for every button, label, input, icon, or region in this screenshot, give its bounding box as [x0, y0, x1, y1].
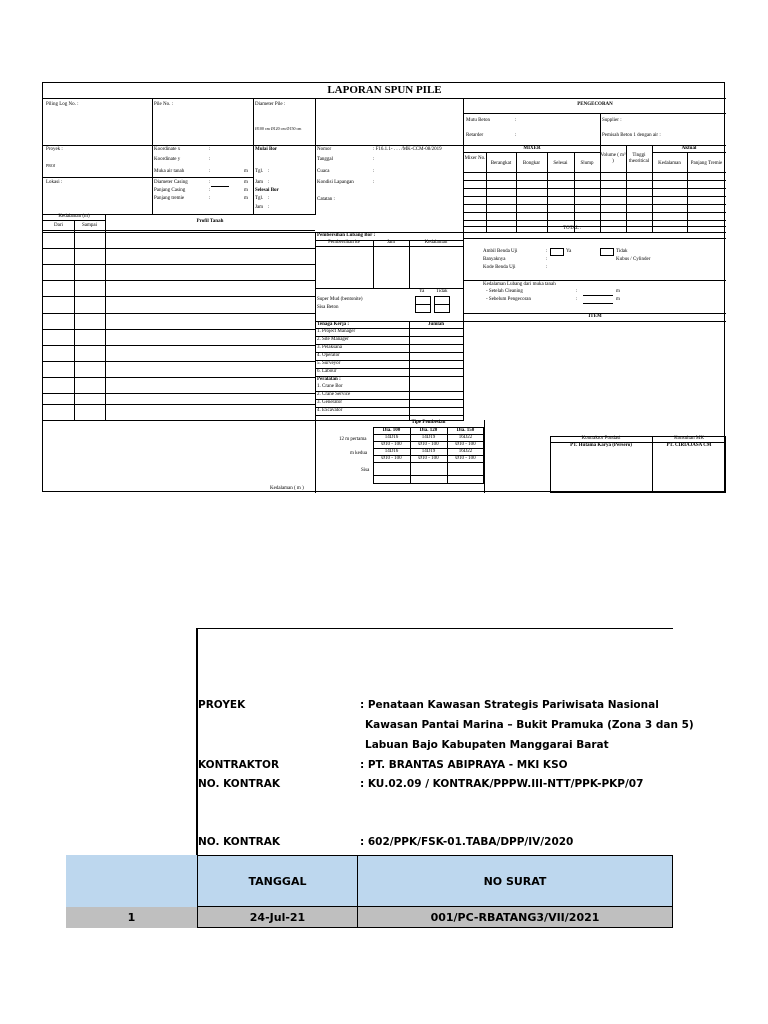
- unit-m: m: [244, 196, 248, 201]
- equipment-item: 1. Crane Bor: [317, 384, 343, 389]
- dia100-header: Dia. 100: [382, 428, 401, 433]
- tidak-label: Tidak: [616, 249, 628, 254]
- tipe-pembesian-header: Tipe Pembesian: [411, 420, 446, 425]
- kondisi-lapangan-label: Kondisi Lapangan: [317, 180, 354, 185]
- pengecoran-header: PENGECORAN: [577, 102, 613, 107]
- ya-label: Ya: [419, 289, 425, 294]
- colon: :: [515, 118, 517, 123]
- colon: :: [576, 297, 578, 302]
- pembesian-cell: 16D22: [458, 435, 473, 440]
- panjang-tremie-label: Panjang tremie: [154, 196, 185, 201]
- no-kontrak2-value: : 602/PPK/FSK-01.TABA/DPP/IV/2020: [360, 836, 574, 848]
- colon: :: [373, 169, 375, 174]
- colon: :: [209, 147, 211, 152]
- lokasi-label: Lokasi :: [46, 180, 63, 185]
- supplier-label: Supplier :: [602, 118, 622, 123]
- no-kontrak-value: : KU.02.09 / KONTRAK/PPPW.III-NTT/PPK-PKP/07: [360, 778, 644, 790]
- mixer-no-col: Mixer No.: [464, 156, 486, 161]
- pembersihan-header: Pembersihan Lubang Bor :: [317, 233, 376, 238]
- pembesian-cell: Ø10 - 100: [418, 442, 439, 447]
- banyaknya-label: Banyaknya: [483, 257, 506, 262]
- piling-log-no-label: Piling Log No. :: [46, 102, 79, 107]
- bongkar-col: Bongkar: [522, 161, 541, 166]
- pembesian-cell: Ø10 - 100: [455, 442, 476, 447]
- proyek-label: Proyek :: [46, 147, 63, 152]
- peralatan-header: Peralatan :: [317, 377, 341, 382]
- pembesian-cell: 14D19: [421, 435, 436, 440]
- colon: :: [373, 180, 375, 185]
- pembesian-cell: 14D16: [384, 449, 399, 454]
- worker-item: 3. Pelaksana: [317, 345, 342, 350]
- colon: :: [268, 180, 270, 185]
- tinggi-col: Tinggi theoritical: [628, 153, 650, 164]
- kontraktor-pondasi-label: Kontraktor Pondasi: [581, 436, 621, 441]
- jam-col: Jam: [386, 240, 396, 245]
- pembesian-cell: Ø10 - 100: [455, 456, 476, 461]
- no-kontrak2-label: NO. KONTRAK: [198, 836, 281, 848]
- mixer-header: MIXER: [523, 146, 541, 151]
- kontraktor-label: KONTRAKTOR: [198, 759, 280, 771]
- dari-header: Dari: [54, 223, 63, 228]
- colon: :: [268, 205, 270, 210]
- colon: :: [546, 249, 548, 254]
- pembesian-cell: 14D16: [384, 435, 399, 440]
- diameter-casing-label: Diameter Casing: [154, 180, 188, 185]
- volume-col: Volume ( m³ ): [600, 153, 626, 164]
- colon: :: [209, 169, 211, 174]
- colon: :: [373, 157, 375, 162]
- setelah-cleaning-label: - Setelah Cleaning: [486, 289, 523, 294]
- proyek-note: PROJ: [46, 163, 56, 168]
- colon: :: [209, 188, 211, 193]
- kedalaman-m-header: Kedalaman (m): [58, 214, 90, 219]
- catatan-label: Catatan :: [317, 197, 335, 202]
- kedalaman-col: Kedalaman: [658, 161, 681, 166]
- sisa-label: Sisa: [361, 468, 370, 473]
- pt-ciriajasa-label: PT. CIRIAJASA CM: [666, 443, 712, 448]
- colon: :: [546, 265, 548, 270]
- dia120-header: Dia. 120: [419, 428, 438, 433]
- panjang-casing-label: Panjang Casing: [154, 188, 186, 193]
- unit-m: m: [244, 169, 248, 174]
- table-row-tanggal: 24-Jul-21: [197, 907, 358, 928]
- m12-pertama-label: 12 m pertama: [339, 437, 367, 442]
- panjang-tremie-col: Panjang Tremie: [690, 161, 723, 166]
- berangkat-col: Berangkat: [490, 161, 512, 166]
- item-header: ITEM: [588, 314, 602, 319]
- table-row-no-surat: 001/PC-RBATANG3/VII/2021: [358, 907, 673, 928]
- koordinat-x-label: Koordinate x: [154, 147, 181, 152]
- unit-m: m: [616, 289, 620, 294]
- equipment-item: 4. Excavator: [317, 408, 343, 413]
- proyek-line2: Kawasan Pantai Marina – Bukit Pramuka (Zona 3 dan 5): [365, 719, 694, 731]
- pile-no-label: Pile No. :: [154, 102, 174, 107]
- jumlah-header: Jumlah: [427, 322, 445, 327]
- colon: :: [209, 157, 211, 162]
- mutu-beton-label: Mutu Beton: [466, 118, 491, 123]
- pembersihan-ke-col: Pembersihan ke: [328, 240, 360, 245]
- pt-hutama-label: PT. Hutama Karya (Persero): [570, 443, 632, 448]
- sampai-header: Sampai: [82, 223, 97, 228]
- konsultan-mk-label: Konsultan MK: [674, 436, 704, 441]
- retarder-label: Retarder: [466, 133, 484, 138]
- unit-m: m: [244, 188, 248, 193]
- proyek-line1: : Penataan Kawasan Strategis Pariwisata Nasional: [360, 699, 659, 711]
- pembesian-cell: 14D19: [421, 449, 436, 454]
- colon: :: [209, 196, 211, 201]
- colon: :: [576, 289, 578, 294]
- cuaca-label: Cuaca: [317, 169, 330, 174]
- mulai-bor-label: Mulai Bor: [255, 147, 278, 152]
- spun-pile-report-form: [42, 82, 725, 492]
- tidak-label: Tidak: [436, 289, 448, 294]
- unit-m: m: [244, 180, 248, 185]
- table-header-blank: [66, 855, 197, 907]
- unit-m: m: [616, 297, 620, 302]
- kontraktor-value: : PT. BRANTAS ABIPRAYA - MKI KSO: [360, 759, 568, 771]
- ambil-ya-checkbox[interactable]: [550, 248, 564, 256]
- tenaga-kerja-header: Tenaga Kerja :: [317, 322, 350, 327]
- ambil-tidak-checkbox[interactable]: [600, 248, 614, 256]
- equipment-item: 2. Crane Service: [317, 392, 351, 397]
- tanggal-label: Tanggal: [317, 157, 334, 162]
- tanggal-header: TANGGAL: [197, 855, 358, 907]
- colon: :: [515, 133, 517, 138]
- worker-item: 2. Site Manager: [317, 337, 349, 342]
- worker-item: 1. Project Manager: [317, 329, 356, 334]
- total-label: TOTAL :: [563, 226, 582, 231]
- kedalaman-lubang-label: Kedalaman Lubang dari muka tanah: [483, 282, 556, 287]
- m-kedua-label: m kedua: [350, 451, 368, 456]
- aktual-header: Aktual: [681, 146, 697, 151]
- pembesian-cell: Ø10 - 100: [381, 456, 402, 461]
- pembesian-cell: Ø10 - 100: [381, 442, 402, 447]
- nomor-value: : F16.1.1- . . . /MK-CCM-08/2019: [373, 147, 442, 152]
- nomor-label: Nomor: [317, 147, 332, 152]
- tgl-label: Tgl.: [255, 169, 264, 174]
- slump-col: Slump: [580, 161, 594, 166]
- diameter-options: Ø100 cm Ø120 cm Ø150 cm: [255, 126, 302, 131]
- worker-item: 6. Labour: [317, 369, 337, 374]
- table-row-number: 1: [66, 907, 197, 928]
- pembesian-cell: Ø10 - 100: [418, 456, 439, 461]
- jam-label: Jam: [255, 180, 264, 185]
- dia150-header: Dia. 150: [456, 428, 475, 433]
- sebelum-pengecoran-label: - Sebelum Pengecoran: [486, 297, 531, 302]
- jam-label: Jam: [255, 205, 264, 210]
- kode-benda-uji-label: Kode Benda Uji: [483, 265, 516, 270]
- equipment-item: 3. Generator: [317, 400, 342, 405]
- kedalaman-bottom-label: Kedalaman ( m ): [270, 486, 304, 491]
- colon: :: [546, 257, 548, 262]
- form-title: LAPORAN SPUN PILE: [327, 84, 442, 96]
- ambil-benda-uji-label: Ambil Benda Uji: [483, 249, 518, 254]
- super-mud-label: Super Mud (bentonite): [317, 297, 363, 302]
- colon: :: [268, 196, 270, 201]
- worker-item: 5. Surveyor: [317, 361, 341, 366]
- colon: :: [209, 180, 211, 185]
- kubus-cylinder-label: Kubus / Cylinder: [616, 257, 651, 262]
- worker-item: 4. Operator: [317, 353, 340, 358]
- selesai-bor-label: Selesai Bor: [255, 188, 279, 193]
- muka-air-tanah-label: Muka air tanah: [154, 169, 185, 174]
- no-surat-header: NO SURAT: [358, 855, 673, 907]
- pemisah-beton-label: Pemisah Beton 1 dengan air :: [602, 133, 661, 138]
- diameter-pile-label: Diameter Pile :: [255, 102, 286, 107]
- koordinat-y-label: Koordinate y: [154, 157, 181, 162]
- proyek-label: PROYEK: [198, 699, 246, 711]
- tgl-label: Tgl.: [255, 196, 264, 201]
- no-kontrak-label: NO. KONTRAK: [198, 778, 281, 790]
- ya-label: Ya: [566, 249, 572, 254]
- pembesian-cell: 16D22: [458, 449, 473, 454]
- profil-tanah-header: Profil Tanah: [196, 219, 224, 224]
- sisa-beton-label: Sisa Beton: [317, 305, 339, 310]
- proyek-line3: Labuan Bajo Kabupaten Manggarai Barat: [365, 739, 609, 751]
- selesai-col: Selesai: [553, 161, 568, 166]
- kedalaman-col2: Kedalaman: [424, 240, 448, 245]
- colon: :: [268, 169, 270, 174]
